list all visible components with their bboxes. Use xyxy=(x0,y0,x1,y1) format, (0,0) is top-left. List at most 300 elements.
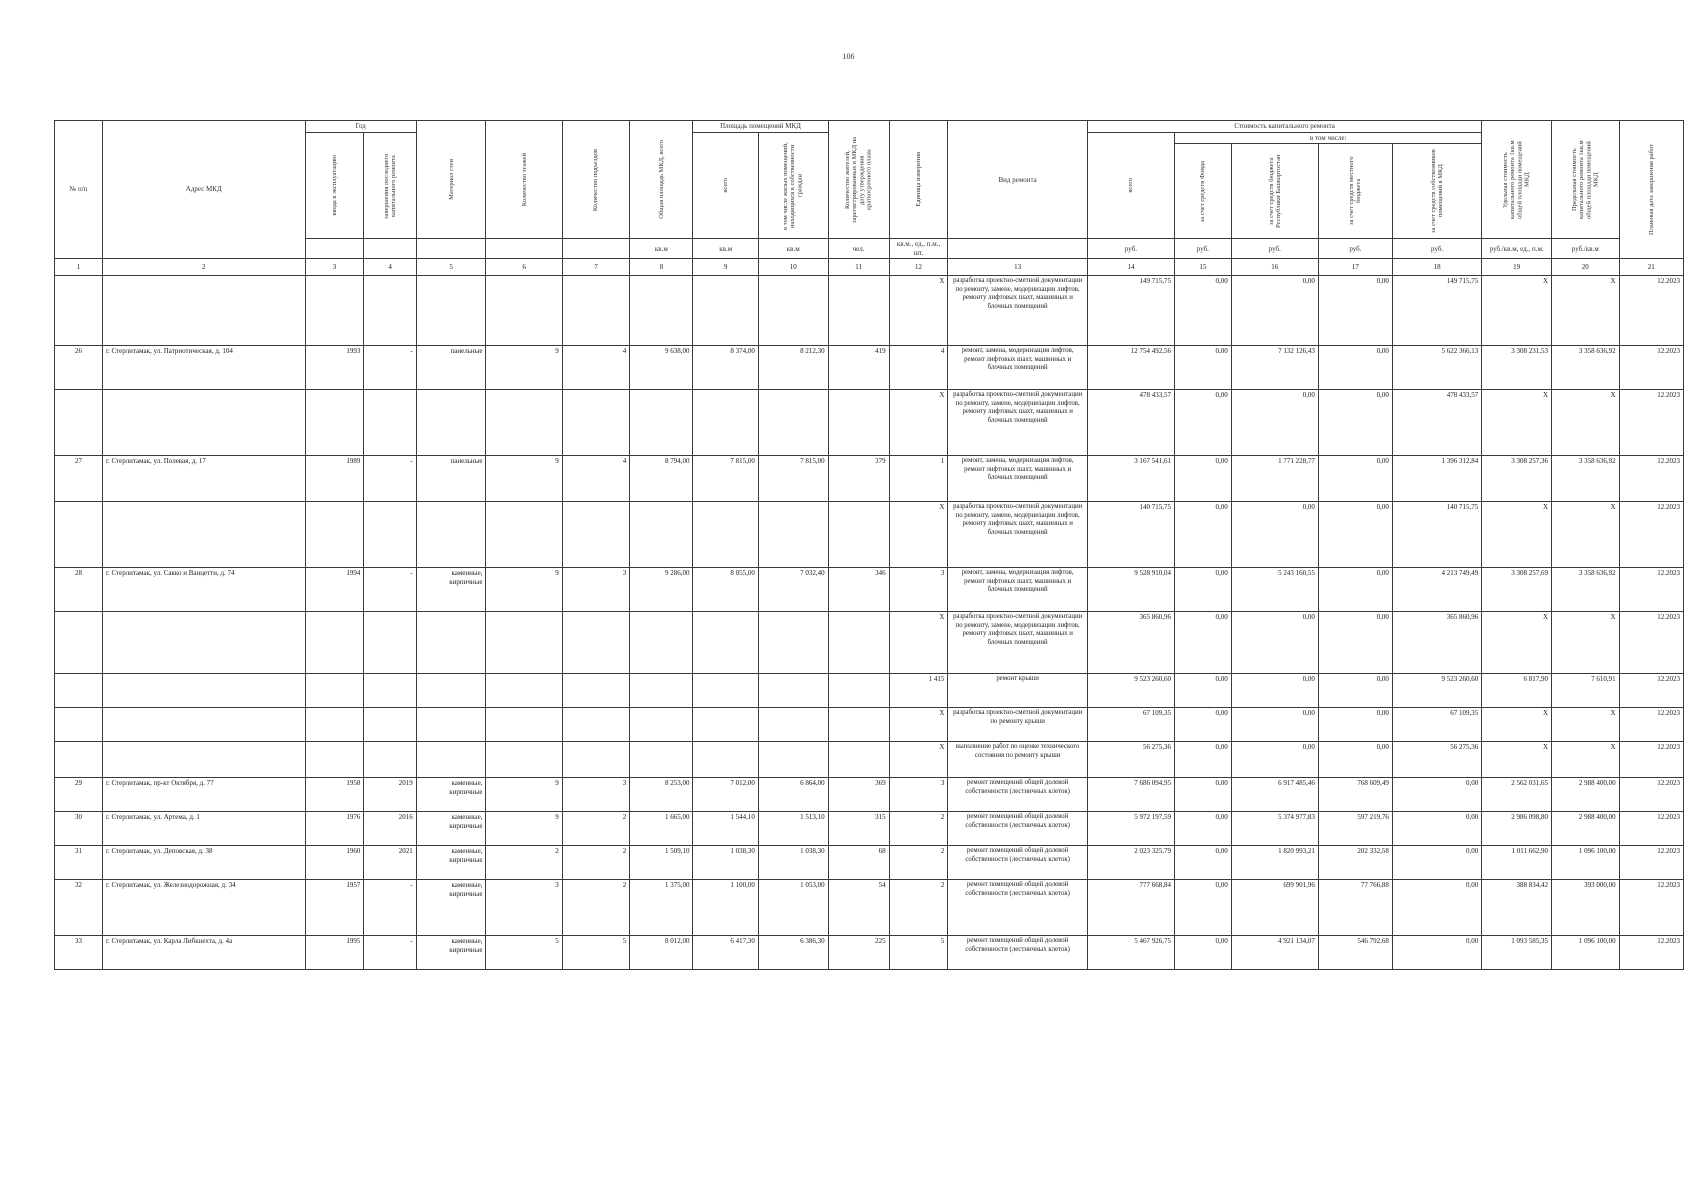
col-header-n: № п/п xyxy=(55,121,103,259)
table-row xyxy=(55,880,1684,936)
col-header-floors: Количество этажей xyxy=(486,121,562,239)
unit-header xyxy=(562,239,630,259)
table-row xyxy=(55,346,1684,390)
cell-material xyxy=(416,390,486,456)
cell-n xyxy=(55,708,103,742)
unit-header: руб. xyxy=(1175,239,1232,259)
cell-premises xyxy=(693,708,758,742)
cell-entrances: 3 xyxy=(562,778,630,812)
cell-limit: X xyxy=(1552,502,1620,568)
cell-total-area xyxy=(630,674,693,708)
cell-fund: 0,00 xyxy=(1175,568,1232,612)
cell-owners: 1 396 312,84 xyxy=(1392,456,1481,502)
cell-fund: 0,00 xyxy=(1175,778,1232,812)
cell-total: 478 433,57 xyxy=(1087,390,1174,456)
col-header-including: в том числе: xyxy=(1175,133,1482,144)
cell-local: 768 609,49 xyxy=(1318,778,1392,812)
cell-local: 0,00 xyxy=(1318,612,1392,674)
cell-limit: X xyxy=(1552,612,1620,674)
column-number: 16 xyxy=(1231,259,1318,276)
cell-n: 26 xyxy=(55,346,103,390)
cell-residents xyxy=(828,708,889,742)
cell-rep: 0,00 xyxy=(1231,742,1318,778)
cell-year-r: 2021 xyxy=(364,846,416,880)
cell-date: 12.2023 xyxy=(1619,778,1683,812)
capital-repair-table xyxy=(54,120,1684,970)
table-row xyxy=(55,276,1684,346)
cell-residential: 6 386,30 xyxy=(758,936,828,970)
cell-work: ремонт помещений общей долевой собственности (лестничных клеток) xyxy=(948,812,1087,846)
cell-address xyxy=(102,612,305,674)
col-header-residents: Количество жителей, зарегистрированных в МКД на дату утверждения краткосрочного плана xyxy=(828,121,889,239)
cell-unit: 3 xyxy=(889,778,948,812)
cell-work: ремонт, замена, модернизация лифтов, ремонт лифтовых шахт, машинных и блочных помещений xyxy=(948,346,1087,390)
column-number: 18 xyxy=(1392,259,1481,276)
cell-material xyxy=(416,674,486,708)
cell-date: 12.2023 xyxy=(1619,708,1683,742)
cell-work: ремонт помещений общей долевой собственности (лестничных клеток) xyxy=(948,846,1087,880)
cell-owners: 140 715,75 xyxy=(1392,502,1481,568)
cell-material: каменные, кирпичные xyxy=(416,812,486,846)
col-header-year: Год xyxy=(305,121,416,133)
cell-entrances: 2 xyxy=(562,812,630,846)
column-number: 15 xyxy=(1175,259,1232,276)
cell-date: 12.2023 xyxy=(1619,456,1683,502)
cell-entrances: 2 xyxy=(562,880,630,936)
cell-year-r xyxy=(364,708,416,742)
cell-year-c xyxy=(305,390,364,456)
cell-address: г. Стерлитамак, ул. Деповская, д. 38 xyxy=(102,846,305,880)
cell-fund: 0,00 xyxy=(1175,612,1232,674)
cell-material xyxy=(416,708,486,742)
unit-header: руб. xyxy=(1392,239,1481,259)
cell-year-r: 2016 xyxy=(364,812,416,846)
cell-address: г. Стерлитамак, ул. Артема, д. 1 xyxy=(102,812,305,846)
unit-header: руб./кв.м, ед., п.м. xyxy=(1482,239,1552,259)
column-number: 7 xyxy=(562,259,630,276)
cell-material: панельные xyxy=(416,346,486,390)
cell-limit: 1 096 100,00 xyxy=(1552,846,1620,880)
table-row xyxy=(55,568,1684,612)
cell-n: 30 xyxy=(55,812,103,846)
cell-local: 0,00 xyxy=(1318,568,1392,612)
col-header-specific: Удельная стоимость капитального ремонта 1кв.м общей площади помещений МКД xyxy=(1482,121,1552,239)
cell-fund: 0,00 xyxy=(1175,502,1232,568)
cell-material: каменные, кирпичные xyxy=(416,846,486,880)
table-row xyxy=(55,742,1684,778)
cell-limit: 1 096 100,00 xyxy=(1552,936,1620,970)
cell-residential: 1 038,30 xyxy=(758,846,828,880)
cell-year-c: 1993 xyxy=(305,346,364,390)
cell-residents: 369 xyxy=(828,778,889,812)
cell-date: 12.2023 xyxy=(1619,612,1683,674)
cell-address xyxy=(102,708,305,742)
cell-year-c xyxy=(305,674,364,708)
cell-n xyxy=(55,276,103,346)
cell-year-r xyxy=(364,742,416,778)
cell-specific: 3 308 257,69 xyxy=(1482,568,1552,612)
cell-fund: 0,00 xyxy=(1175,742,1232,778)
cell-local: 0,00 xyxy=(1318,456,1392,502)
cell-rep: 0,00 xyxy=(1231,708,1318,742)
cell-premises xyxy=(693,742,758,778)
cell-rep: 1 820 993,21 xyxy=(1231,846,1318,880)
column-number: 6 xyxy=(486,259,562,276)
cell-date: 12.2023 xyxy=(1619,812,1683,846)
unit-header: кв.м xyxy=(630,239,693,259)
unit-header: руб. xyxy=(1318,239,1392,259)
cell-work: разработка проектно-сметной документации по ремонту, замене, модернизации лифтов, ремонту лифтовых шахт, машинных и блочных помещений xyxy=(948,502,1087,568)
cell-rep: 0,00 xyxy=(1231,390,1318,456)
cell-total: 56 275,36 xyxy=(1087,742,1174,778)
cell-year-r xyxy=(364,502,416,568)
cell-residential xyxy=(758,502,828,568)
cell-material xyxy=(416,502,486,568)
cell-entrances: 2 xyxy=(562,846,630,880)
cell-specific: X xyxy=(1482,276,1552,346)
cell-total-area: 1 375,00 xyxy=(630,880,693,936)
cell-entrances xyxy=(562,742,630,778)
col-header-cost-group: Стоимость капитального ремонта xyxy=(1087,121,1481,133)
cell-residential: 8 212,30 xyxy=(758,346,828,390)
cell-residential: 6 864,00 xyxy=(758,778,828,812)
cell-entrances: 4 xyxy=(562,346,630,390)
column-number: 21 xyxy=(1619,259,1683,276)
cell-residential xyxy=(758,390,828,456)
cell-total: 5 467 926,75 xyxy=(1087,936,1174,970)
cell-work: ремонт, замена, модернизация лифтов, ремонт лифтовых шахт, машинных и блочных помещений xyxy=(948,568,1087,612)
unit-header xyxy=(416,239,486,259)
cell-floors xyxy=(486,612,562,674)
cell-address xyxy=(102,502,305,568)
cell-address xyxy=(102,276,305,346)
cell-material xyxy=(416,742,486,778)
cell-owners: 5 622 366,13 xyxy=(1392,346,1481,390)
cell-unit: X xyxy=(889,742,948,778)
cell-n xyxy=(55,742,103,778)
cell-entrances xyxy=(562,390,630,456)
cell-residential: 1 513,10 xyxy=(758,812,828,846)
cell-premises xyxy=(693,674,758,708)
cell-address: г. Стерлитамак, ул. Железнодорожная, д. 34 xyxy=(102,880,305,936)
cell-address xyxy=(102,674,305,708)
cell-specific: X xyxy=(1482,708,1552,742)
unit-header xyxy=(486,239,562,259)
table-row xyxy=(55,502,1684,568)
cell-total: 777 668,84 xyxy=(1087,880,1174,936)
cell-limit: X xyxy=(1552,708,1620,742)
cell-rep: 699 901,96 xyxy=(1231,880,1318,936)
cell-limit: X xyxy=(1552,390,1620,456)
cell-residents xyxy=(828,612,889,674)
cell-residents: 54 xyxy=(828,880,889,936)
cell-year-r xyxy=(364,276,416,346)
column-number: 1 xyxy=(55,259,103,276)
cell-premises xyxy=(693,276,758,346)
col-header-year-commissioning: ввода в эксплуатацию xyxy=(305,133,364,239)
col-header-cost-owners: за счет средств собственников помещений в МКД xyxy=(1392,144,1481,239)
cell-unit: 3 xyxy=(889,568,948,612)
cell-date: 12.2023 xyxy=(1619,742,1683,778)
cell-limit: X xyxy=(1552,276,1620,346)
cell-premises: 7 815,00 xyxy=(693,456,758,502)
col-header-unit: Единица измерения xyxy=(889,121,948,239)
cell-total-area xyxy=(630,742,693,778)
unit-header: руб. xyxy=(1087,239,1174,259)
cell-premises: 1 544,10 xyxy=(693,812,758,846)
cell-material: каменные, кирпичные xyxy=(416,568,486,612)
cell-rep: 0,00 xyxy=(1231,276,1318,346)
cell-fund: 0,00 xyxy=(1175,674,1232,708)
cell-floors xyxy=(486,742,562,778)
cell-fund: 0,00 xyxy=(1175,812,1232,846)
cell-floors: 3 xyxy=(486,880,562,936)
cell-entrances: 4 xyxy=(562,456,630,502)
cell-rep: 4 921 134,07 xyxy=(1231,936,1318,970)
cell-residents xyxy=(828,502,889,568)
cell-specific: X xyxy=(1482,612,1552,674)
cell-residential xyxy=(758,612,828,674)
cell-work: ремонт помещений общей долевой собственности (лестничных клеток) xyxy=(948,936,1087,970)
cell-n xyxy=(55,390,103,456)
cell-total-area xyxy=(630,390,693,456)
cell-year-r xyxy=(364,390,416,456)
cell-unit: 1 415 xyxy=(889,674,948,708)
cell-residents xyxy=(828,390,889,456)
cell-n xyxy=(55,612,103,674)
cell-total-area: 8 253,00 xyxy=(630,778,693,812)
cell-total: 7 686 094,95 xyxy=(1087,778,1174,812)
cell-total-area: 1 509,10 xyxy=(630,846,693,880)
col-header-cost-fund: за счет средств Фонда xyxy=(1175,144,1232,239)
cell-premises: 8 055,00 xyxy=(693,568,758,612)
cell-owners: 0,00 xyxy=(1392,880,1481,936)
cell-local: 202 332,58 xyxy=(1318,846,1392,880)
cell-limit: 3 358 636,92 xyxy=(1552,456,1620,502)
cell-rep: 1 771 228,77 xyxy=(1231,456,1318,502)
cell-local: 546 792,68 xyxy=(1318,936,1392,970)
cell-work: разработка проектно-сметной документации по ремонту, замене, модернизации лифтов, ремонту лифтовых шахт, машинных и блочных помещений xyxy=(948,390,1087,456)
cell-residential: 7 032,40 xyxy=(758,568,828,612)
cell-date: 12.2023 xyxy=(1619,674,1683,708)
cell-residential xyxy=(758,742,828,778)
cell-premises: 7 012,00 xyxy=(693,778,758,812)
page-number: 106 xyxy=(842,52,855,61)
cell-residents xyxy=(828,674,889,708)
cell-owners: 9 523 260,60 xyxy=(1392,674,1481,708)
cell-entrances: 5 xyxy=(562,936,630,970)
cell-specific: 388 834,42 xyxy=(1482,880,1552,936)
cell-total: 149 715,75 xyxy=(1087,276,1174,346)
cell-total-area: 9 638,00 xyxy=(630,346,693,390)
cell-floors xyxy=(486,390,562,456)
cell-unit: 4 xyxy=(889,346,948,390)
cell-residential xyxy=(758,276,828,346)
cell-date: 12.2023 xyxy=(1619,846,1683,880)
cell-specific: 2 986 098,80 xyxy=(1482,812,1552,846)
cell-premises: 6 417,30 xyxy=(693,936,758,970)
table-row xyxy=(55,456,1684,502)
cell-total: 67 109,35 xyxy=(1087,708,1174,742)
cell-year-c xyxy=(305,612,364,674)
column-number: 14 xyxy=(1087,259,1174,276)
cell-floors: 9 xyxy=(486,778,562,812)
cell-owners: 4 213 749,49 xyxy=(1392,568,1481,612)
cell-rep: 5 374 977,83 xyxy=(1231,812,1318,846)
cell-year-r: 2019 xyxy=(364,778,416,812)
column-number: 9 xyxy=(693,259,758,276)
cell-work: ремонт, замена, модернизация лифтов, ремонт лифтовых шахт, машинных и блочных помещений xyxy=(948,456,1087,502)
cell-local: 0,00 xyxy=(1318,390,1392,456)
cell-year-c: 1989 xyxy=(305,456,364,502)
cell-local: 0,00 xyxy=(1318,346,1392,390)
cell-rep: 0,00 xyxy=(1231,502,1318,568)
cell-address: г. Стерлитамак, ул. Патриотическая, д. 104 xyxy=(102,346,305,390)
cell-limit: 2 988 400,00 xyxy=(1552,778,1620,812)
cell-work: ремонт помещений общей долевой собственности (лестничных клеток) xyxy=(948,778,1087,812)
cell-premises xyxy=(693,390,758,456)
cell-residents: 419 xyxy=(828,346,889,390)
cell-residents: 379 xyxy=(828,456,889,502)
table-row xyxy=(55,674,1684,708)
column-number: 5 xyxy=(416,259,486,276)
cell-floors: 5 xyxy=(486,936,562,970)
cell-year-c xyxy=(305,276,364,346)
cell-material xyxy=(416,276,486,346)
cell-floors xyxy=(486,502,562,568)
cell-date: 12.2023 xyxy=(1619,936,1683,970)
cell-residential: 7 815,00 xyxy=(758,456,828,502)
cell-local: 0,00 xyxy=(1318,276,1392,346)
col-header-entrances: Количество подъездов xyxy=(562,121,630,239)
cell-fund: 0,00 xyxy=(1175,708,1232,742)
cell-total: 9 523 260,60 xyxy=(1087,674,1174,708)
cell-n: 28 xyxy=(55,568,103,612)
cell-fund: 0,00 xyxy=(1175,880,1232,936)
cell-year-c: 1976 xyxy=(305,812,364,846)
cell-owners: 67 109,35 xyxy=(1392,708,1481,742)
cell-limit: X xyxy=(1552,742,1620,778)
cell-fund: 0,00 xyxy=(1175,276,1232,346)
column-number: 2 xyxy=(102,259,305,276)
cell-residential: 1 053,00 xyxy=(758,880,828,936)
cell-n xyxy=(55,674,103,708)
cell-premises: 1 100,00 xyxy=(693,880,758,936)
unit-header: руб./кв.м xyxy=(1552,239,1620,259)
cell-floors xyxy=(486,708,562,742)
cell-total-area xyxy=(630,708,693,742)
cell-specific: 1 093 585,35 xyxy=(1482,936,1552,970)
cell-year-r xyxy=(364,612,416,674)
cell-year-c: 1960 xyxy=(305,846,364,880)
unit-header xyxy=(364,239,416,259)
cell-floors xyxy=(486,674,562,708)
table-body xyxy=(55,276,1684,970)
column-number: 17 xyxy=(1318,259,1392,276)
col-header-premises-total: всего xyxy=(693,133,758,239)
cell-rep: 5 243 160,55 xyxy=(1231,568,1318,612)
cell-year-r: - xyxy=(364,936,416,970)
cell-total-area: 1 665,00 xyxy=(630,812,693,846)
column-number: 13 xyxy=(948,259,1087,276)
column-number: 3 xyxy=(305,259,364,276)
cell-residents: 225 xyxy=(828,936,889,970)
cell-residential xyxy=(758,674,828,708)
cell-residents: 315 xyxy=(828,812,889,846)
cell-limit: 7 610,91 xyxy=(1552,674,1620,708)
column-number: 11 xyxy=(828,259,889,276)
cell-material: панельные xyxy=(416,456,486,502)
cell-work: выполнение работ по оценке технического состояния по ремонту крыши xyxy=(948,742,1087,778)
cell-local: 77 766,88 xyxy=(1318,880,1392,936)
cell-year-c: 1958 xyxy=(305,778,364,812)
col-header-cost-total: всего xyxy=(1087,133,1174,239)
cell-material: каменные, кирпичные xyxy=(416,880,486,936)
cell-floors: 9 xyxy=(486,456,562,502)
cell-total-area xyxy=(630,502,693,568)
col-header-total-area: Общая площадь МКД, всего xyxy=(630,121,693,239)
col-header-premises-group: Площадь помещений МКД xyxy=(693,121,828,133)
cell-owners: 149 715,75 xyxy=(1392,276,1481,346)
col-header-cost-republic: за счет средств бюджета Республики Башкортостан xyxy=(1231,144,1318,239)
cell-unit: 5 xyxy=(889,936,948,970)
cell-address xyxy=(102,742,305,778)
cell-specific: 3 308 257,36 xyxy=(1482,456,1552,502)
cell-fund: 0,00 xyxy=(1175,846,1232,880)
table-row xyxy=(55,936,1684,970)
cell-year-r xyxy=(364,674,416,708)
cell-local: 0,00 xyxy=(1318,502,1392,568)
cell-owners: 365 860,96 xyxy=(1392,612,1481,674)
unit-header xyxy=(305,239,364,259)
cell-owners: 56 275,36 xyxy=(1392,742,1481,778)
cell-residents: 68 xyxy=(828,846,889,880)
cell-total: 12 754 492,56 xyxy=(1087,346,1174,390)
cell-address: г. Стерлитамак, ул. Сакко и Ванцетти, д. 74 xyxy=(102,568,305,612)
cell-fund: 0,00 xyxy=(1175,456,1232,502)
cell-owners: 0,00 xyxy=(1392,936,1481,970)
col-header-premises-residential: в том числе жилых помещений, находящихся в собственности граждан xyxy=(758,133,828,239)
cell-floors xyxy=(486,276,562,346)
cell-date: 12.2023 xyxy=(1619,346,1683,390)
cell-year-c xyxy=(305,502,364,568)
cell-local: 597 219,76 xyxy=(1318,812,1392,846)
cell-premises: 1 038,30 xyxy=(693,846,758,880)
cell-specific: X xyxy=(1482,502,1552,568)
cell-total-area: 9 286,00 xyxy=(630,568,693,612)
cell-total: 140 715,75 xyxy=(1087,502,1174,568)
unit-header: руб. xyxy=(1231,239,1318,259)
cell-entrances xyxy=(562,708,630,742)
cell-owners: 0,00 xyxy=(1392,846,1481,880)
cell-specific: 1 011 662,90 xyxy=(1482,846,1552,880)
cell-date: 12.2023 xyxy=(1619,502,1683,568)
cell-address: г. Стерлитамак, ул. Полевая, д. 17 xyxy=(102,456,305,502)
cell-year-r: - xyxy=(364,346,416,390)
cell-address: г. Стерлитамак, ул. Карла Либкнехта, д. 4а xyxy=(102,936,305,970)
cell-specific: 6 817,90 xyxy=(1482,674,1552,708)
cell-address: г. Стерлитамак, пр-кт Октября, д. 77 xyxy=(102,778,305,812)
cell-floors: 2 xyxy=(486,846,562,880)
cell-floors: 9 xyxy=(486,812,562,846)
cell-residents: 346 xyxy=(828,568,889,612)
column-number: 4 xyxy=(364,259,416,276)
col-header-deadline: Плановая дата завершения работ xyxy=(1619,121,1683,259)
cell-total: 2 023 325,79 xyxy=(1087,846,1174,880)
cell-specific: 2 562 031,65 xyxy=(1482,778,1552,812)
cell-specific: X xyxy=(1482,390,1552,456)
cell-fund: 0,00 xyxy=(1175,346,1232,390)
